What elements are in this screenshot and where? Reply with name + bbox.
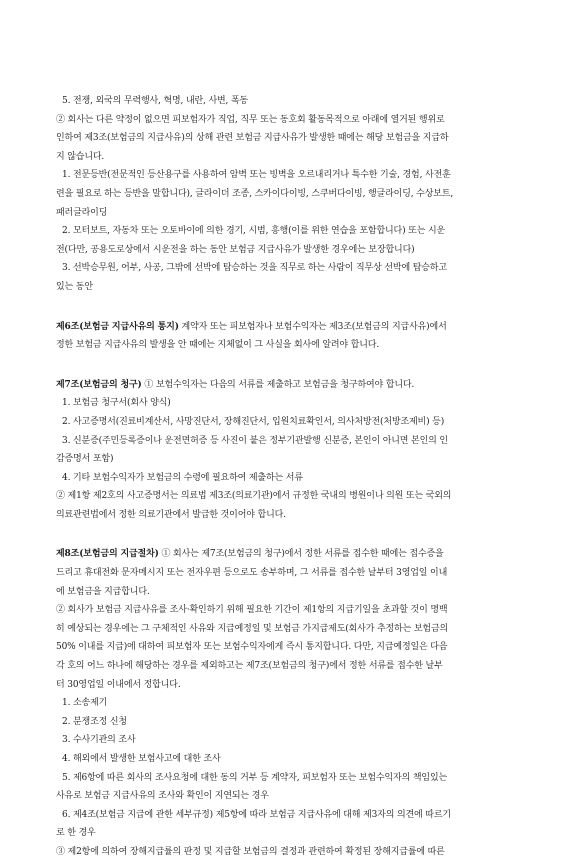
article-heading: 제6조(보험금 지급사유의 통지): [56, 321, 179, 332]
article-8: [56, 545, 512, 861]
paragraph-line: 감증명서 포함): [56, 454, 114, 465]
paragraph-line: ① 보험수익자는 다음의 서류를 제출하고 보험금을 청구하여야 합니다.: [141, 379, 415, 390]
paragraph-line: 인하여 제3조(보험금의 지급사유)의 상해 관련 보험금 지급사유가 발생한 때에는 해당 보험금을 지급하: [56, 133, 449, 144]
paragraph-line: 지 않습니다.: [56, 151, 105, 162]
paragraph-line: 계약자 또는 피보험자나 보험수익자는 제3조(보험금의 지급사유)에서: [178, 321, 447, 332]
article-5-continuation: [56, 92, 512, 297]
list-item: 5. 전쟁, 외국의 무력행사, 혁명, 내란, 사변, 폭동: [62, 96, 249, 106]
paragraph-line: ③ 제2항에 의하여 장해지급률의 판정 및 지급할 보험금의 결정과 관련하여 확정된 장해지급률에 따른: [56, 846, 445, 857]
paragraph-line: 각 호의 어느 하나에 해당하는 경우를 제외하고는 제7조(보험금의 청구)에서 정한 서류를 접수한 날부: [56, 661, 443, 672]
paragraph-line: ② 회사가 보험금 지급사유를 조사·확인하기 위해 필요한 기간이 제1항의 지급기일을 초과할 것이 명백: [56, 605, 448, 616]
paragraph-line: 전(다만, 공용도로상에서 시운전을 하는 동안 보험금 지급사유가 발생한 경우에는 보장합니다): [56, 244, 415, 255]
list-item: 1. 전문등반(전문적인 등산용구를 사용하여 암벽 또는 빙벽을 오르내리거나 특수한 기술, 경험, 사전훈: [62, 170, 451, 181]
paragraph-line: 로 한 경우: [56, 828, 96, 839]
paragraph-line: 패러글라이딩: [56, 207, 108, 218]
list-item: 1. 소송제기: [62, 698, 108, 709]
list-item: 3. 선박승무원, 어부, 사공, 그밖에 선박에 탑승하는 것을 직무로 하는 사람이 직무상 선박에 탑승하고: [62, 263, 447, 274]
list-item: 4. 해외에서 발생한 보험사고에 대한 조사: [62, 754, 221, 764]
paragraph-line: ② 제1항 제2호의 사고증명서는 의료법 제3조(의료기관)에서 규정한 국내의 병원이나 의원 또는 국외의: [56, 491, 452, 502]
paragraph-line: 에 보험금을 지급합니다.: [56, 586, 150, 597]
article-heading: 제8조(보험금의 지급절차): [56, 549, 159, 560]
paragraph-line: 터 30영업일 이내에서 정합니다.: [56, 679, 181, 690]
list-item: 3. 수사기관의 조사: [62, 735, 136, 746]
paragraph-line: 사유로 보험금 지급사유의 조사와 확인이 지연되는 경우: [56, 791, 269, 802]
paragraph-line: ② 회사는 다른 약정이 없으면 피보험자가 직업, 직무 또는 동호회 활동목적으로 아래에 열거된 행위로: [56, 114, 445, 125]
list-item: 4. 기타 보험수익자가 보험금의 수령에 필요하여 제출하는 서류: [62, 472, 303, 483]
paragraph-line: 히 예상되는 경우에는 그 구체적인 사유와 지급예정일 및 보험금 가지급제도(회사가 추정하는 보험금의: [56, 623, 449, 634]
article-7: [56, 376, 512, 525]
paragraph-line: 정한 보험금 지급사유의 발생을 안 때에는 지체없이 그 사실을 회사에 알려야 합니다.: [56, 340, 380, 351]
list-item: 3. 신분증(주민등록증이나 운전면허증 등 사진이 붙은 정부기관발행 신분증, 본인이 아니면 본인의 인: [62, 435, 448, 446]
list-item: 1. 보험금 청구서(회사 양식): [62, 398, 171, 409]
list-item: 6. 제4조(보험금 지급에 관한 세부규정) 제5항에 따라 보험금 지급사유에 대해 제3자의 의견에 따르기: [62, 809, 451, 820]
paragraph-line: 50% 이내를 지급)에 대하여 피보험자 또는 보험수익자에게 즉시 통지합니다. 다만, 지급예정일은 다음: [56, 642, 448, 653]
article-heading: 제7조(보험금의 청구): [56, 379, 142, 390]
paragraph-line: ① 회사는 제7조(보험금의 청구)에서 정한 서류를 접수한 때에는 접수증을: [158, 549, 444, 560]
paragraph-line: 의료관련법에서 정한 의료기관에서 발급한 것이어야 합니다.: [56, 509, 286, 520]
paragraph-line: 드리고 휴대전화 문자메시지 또는 전자우편 등으로도 송부하며, 그 서류를 접수한 날부터 3영업일 이내: [56, 568, 448, 579]
list-item: 2. 분쟁조정 신청: [62, 716, 127, 727]
article-6: [56, 318, 512, 355]
list-item: 2. 모터보트, 자동차 또는 오토바이에 의한 경기, 시범, 흥행(이를 위한 연습을 포함합니다) 또는 시운: [62, 226, 446, 237]
paragraph-line: 있는 동안: [56, 281, 93, 292]
document-page: [56, 92, 512, 862]
list-item: 5. 제6항에 따른 회사의 조사요청에 대한 동의 거부 등 계약자, 피보험자 또는 보험수익자의 책임있는: [62, 772, 448, 783]
list-item: 2. 사고증명서(진료비계산서, 사망진단서, 장해진단서, 입원치료확인서, 의사처방전(처방조제비) 등): [62, 416, 445, 427]
paragraph-line: 련을 필요로 하는 등반을 말합니다), 글라이더 조종, 스카이다이빙, 스쿠버다이빙, 행글라이딩, 수상보트,: [56, 188, 454, 199]
